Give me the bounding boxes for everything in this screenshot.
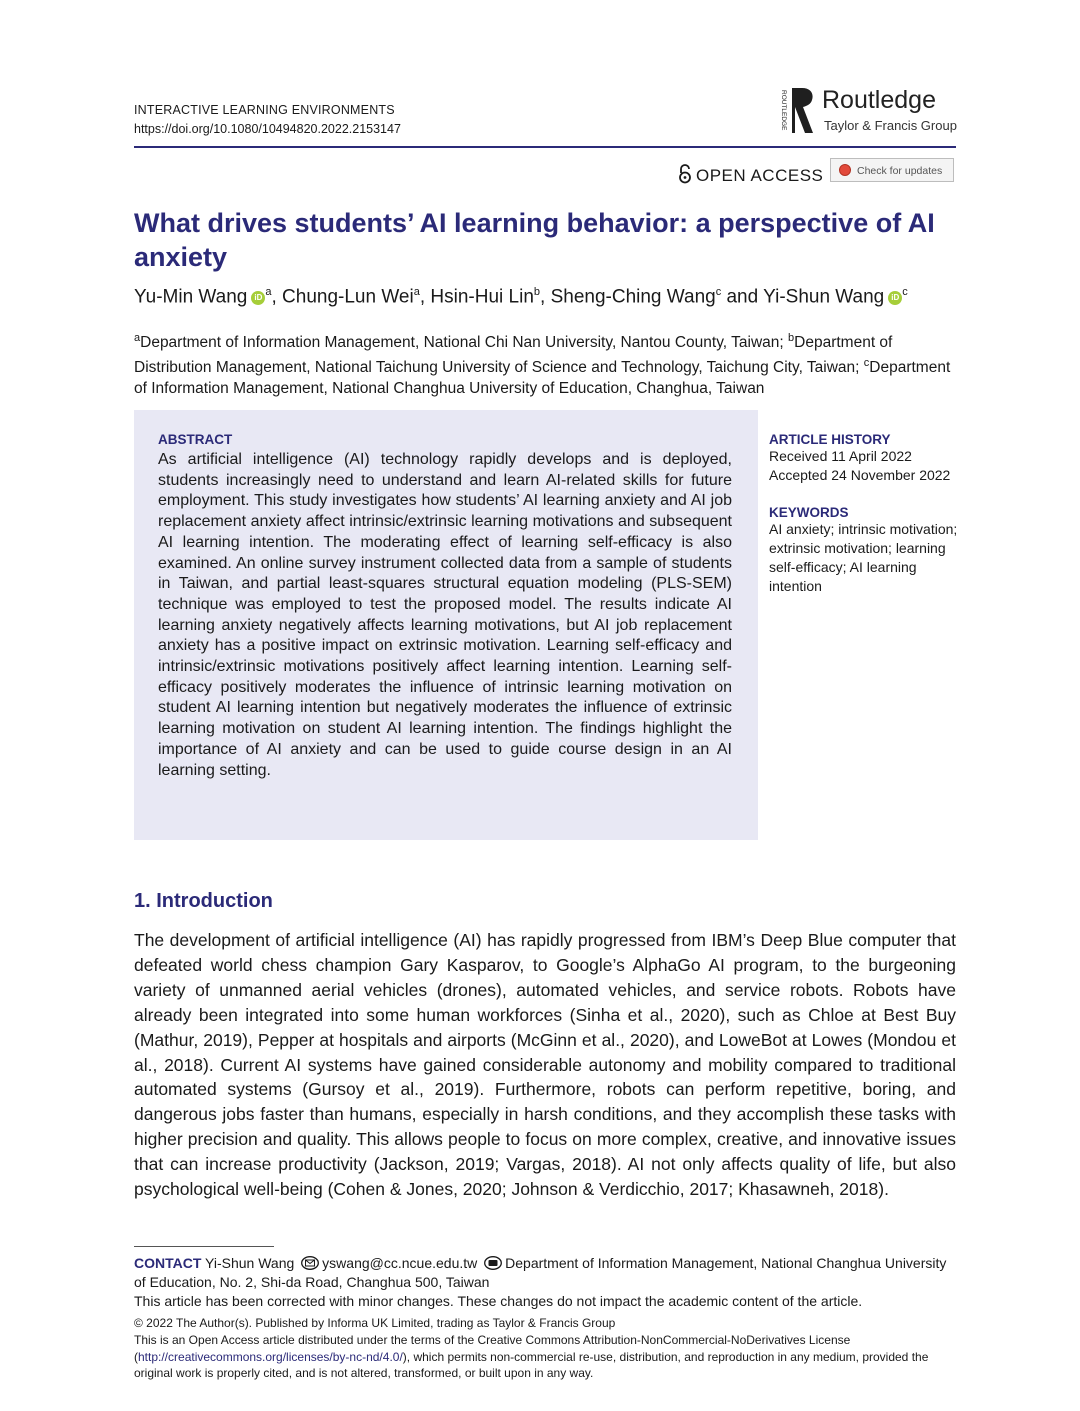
check-for-updates-label: Check for updates — [857, 165, 943, 177]
author-name[interactable]: Yi-Shun Wang — [763, 286, 885, 308]
license-link[interactable]: http://creativecommons.org/licenses/by-nc-nd/4.0/ — [138, 1349, 403, 1364]
correction-note: This article has been corrected with minor changes. These changes do not impact the academic content of the article. — [134, 1293, 863, 1309]
author-affil-sup: c — [715, 286, 722, 298]
email-icon — [301, 1256, 319, 1270]
orcid-icon[interactable]: iD — [251, 291, 265, 305]
affiliations: $^a$Department of Information Management, National Chi Nan University, Nantou County, Taiwan; $^b$Department of Distribution Management, National Taichung University of Science and Technology, Taichung City, Taiwan; $^c$Department of Information Management, National Changhua University of Education, Changhua, Taiwan — [134, 332, 951, 398]
abstract-text: As artificial intelligence (AI) technology rapidly develops and is deployed, students increasingly need to understand and learn AI-related skills for future employment. This study investigates how students’ AI learning anxiety and AI job replacement anxiety affect intrinsic/extrinsic learning motivations and subsequent AI learning intention. The moderating effect of learning self-efficacy is also examined. An online survey instrument collected data from a sample of students in Taiwan, and partial least-squares structural equation modeling (PLS-SEM) technique was employed to test the proposed model. The results indicate AI learning anxiety negatively affects learning motivations, but AI job replacement anxiety has a positive impact on extrinsic motivation. Learning self-efficacy and intrinsic/extrinsic motivations positively affect learning intention. Learning self-efficacy positively moderates the influence of intrinsic learning motivation on student AI learning intention but negatively moderates the influence of extrinsic learning motivation on student AI learning intention. The findings highlight the importance of AI anxiety and can be used to guide course design in an AI learning setting. — [158, 451, 732, 779]
keywords — [769, 505, 959, 596]
affiliation-b: Department of Distribution Management, National Taichung University of Science and Technology, Taichung City, Taiwan; — [134, 334, 893, 377]
author-name[interactable]: Hsin-Hui Lin — [430, 286, 534, 308]
affiliation-a: Department of Information Management, National Chi Nan University, Nantou County, Taiwan; — [140, 334, 784, 352]
svg-text:ROUTLEDGE: ROUTLEDGE — [780, 90, 787, 131]
routledge-logo-icon — [776, 84, 816, 136]
header-rule — [134, 146, 956, 148]
contact-email[interactable]: yswang@cc.ncue.edu.tw — [322, 1255, 478, 1271]
article-history — [769, 432, 959, 485]
publisher-name: Routledge — [822, 86, 936, 114]
author-name[interactable]: Yu-Min Wang — [134, 286, 248, 308]
doi-link[interactable]: https://doi.org/10.1080/10494820.2022.2153147 — [134, 122, 401, 136]
author-name[interactable]: Chung-Lun Wei — [282, 286, 414, 308]
contact-note — [134, 1254, 956, 1292]
copyright-note: © 2022 The Author(s). Published by Informa UK Limited, trading as Taylor & Francis Group — [134, 1316, 616, 1330]
open-lock-icon — [678, 164, 692, 184]
footnote-rule — [134, 1246, 274, 1247]
author-list: Yu-Min Wang iD $^a$, Chung-Lun Wei$^a$, Hsin-Hui Lin$^b$, Sheng-Ching Wang$^c$ and Yi-Shun Wang iD $^c$ — [134, 286, 908, 308]
orcid-icon[interactable]: iD — [888, 291, 902, 305]
author-affil-sup: a — [265, 286, 272, 298]
contact-label: CONTACT — [134, 1255, 202, 1271]
contact-address: Department of Information Management, National Changhua University of Education, No. 2, Shi-da Road, Changhua 500, Taiwan — [134, 1255, 947, 1290]
license-text-pre: This is an Open Access article distributed under the terms of the Creative Commons Attribution-NonCommercial-NoDerivatives License ( — [134, 1333, 851, 1364]
author-affil-sup: b — [533, 286, 541, 298]
affiliation-c: Department of Information Management, National Changhua University of Education, Changhua, Taiwan — [134, 359, 951, 398]
accepted-date: Accepted 24 November 2022 — [769, 467, 951, 483]
author-name[interactable]: Sheng-Ching Wang — [550, 286, 716, 308]
journal-name: INTERACTIVE LEARNING ENVIRONMENTS — [134, 103, 395, 117]
received-date: Received 11 April 2022 — [769, 448, 912, 464]
publisher-logo — [776, 84, 966, 136]
author-affil-sup: a — [413, 286, 420, 298]
abstract-heading: ABSTRACT — [158, 432, 233, 447]
license-text-post: ), which permits non-commercial re-use, distribution, and reproduction in any medium, provided the original work is properly cited, and is not altered, transformed, or built upon in any way. — [134, 1349, 929, 1380]
publisher-group: Taylor & Francis Group — [824, 118, 957, 133]
contact-name: Yi-Shun Wang — [205, 1255, 295, 1271]
article-title: What drives students’ AI learning behavior: a perspective of AI anxiety — [134, 208, 935, 272]
check-for-updates-button[interactable] — [830, 158, 954, 182]
open-access-label: OPEN ACCESS — [696, 166, 824, 185]
update-icon — [839, 164, 851, 176]
article-history-heading: ARTICLE HISTORY — [769, 432, 891, 447]
open-access-badge — [678, 164, 823, 186]
keywords-heading: KEYWORDS — [769, 505, 849, 520]
keywords-text: AI anxiety; intrinsic motivation; extrinsic motivation; learning self-efficacy; AI learning intention — [769, 521, 958, 594]
section-heading: 1. Introduction — [134, 890, 273, 912]
author-affil-sup: c — [902, 286, 908, 298]
license-note — [134, 1332, 956, 1382]
introduction-paragraph: The development of artificial intelligence (AI) has rapidly progressed from IBM’s Deep Blue computer that defeated world chess champion Gary Kasparov, to Google’s AlphaGo AI program, to the burgeoning variety of unmanned aerial vehicles (drones), automated vehicles, and service robots. Robots have already been integrated into some human workforces (Sinha et al., 2020), such as Chloe at Best Buy (Mathur, 2019), Pepper at hospitals and airports (McGinn et al., 2020), and LoweBot at Lowes (Mondou et al., 2018). Current AI systems have gained considerable autonomy and mobility compared to traditional automated systems (Gursoy et al., 2019). Furthermore, robots can perform repetitive, boring, and dangerous jobs faster than humans, especially in harsh conditions, and they accomplish these tasks with higher precision and quality. This allows people to focus on more complex, creative, and innovative issues that can increase productivity (Jackson, 2019; Vargas, 2018). AI not only affects quality of life, but also psychological well-being (Cohen & Jones, 2020; Johnson & Verdicchio, 2017; Khasawneh, 2018). — [134, 930, 956, 1200]
address-icon — [484, 1256, 502, 1270]
